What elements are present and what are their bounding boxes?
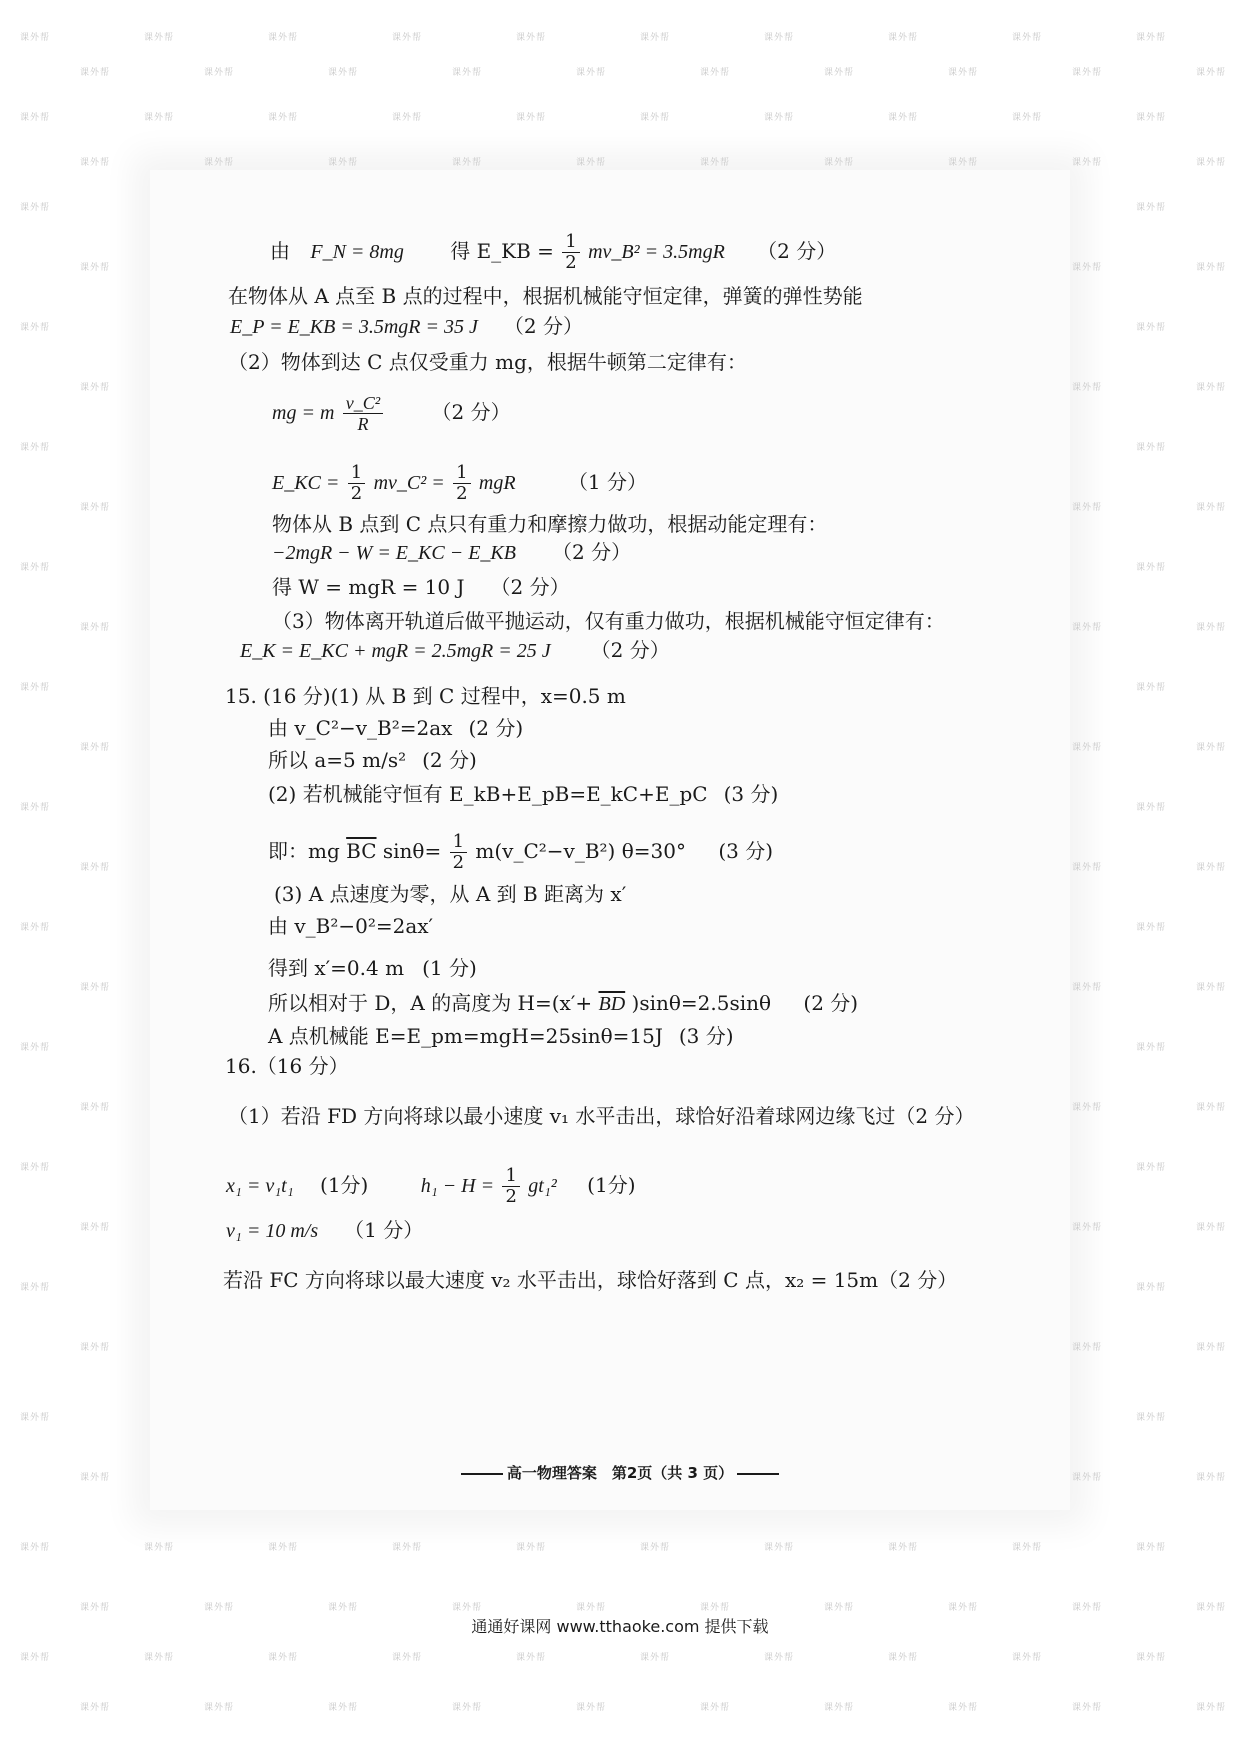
watermark-mark: 课外帮: [80, 1603, 111, 1613]
watermark-mark: 课外帮: [948, 68, 979, 78]
watermark-mark: 课外帮: [576, 68, 607, 78]
watermark-mark: 课外帮: [1136, 1043, 1167, 1053]
watermark-mark: 课外帮: [80, 623, 111, 633]
fraction: $\frac{1}{2}$: [562, 232, 579, 273]
watermark-mark: 课外帮: [764, 1543, 795, 1553]
watermark-mark: 课外帮: [1072, 863, 1103, 873]
watermark-mark: 课外帮: [204, 1603, 235, 1613]
watermark-mark: 课外帮: [80, 1473, 111, 1483]
watermark-mark: 课外帮: [1136, 113, 1167, 123]
watermark-mark: 课外帮: [888, 113, 919, 123]
watermark-mark: 课外帮: [824, 1703, 855, 1713]
watermark-mark: 课外帮: [1072, 743, 1103, 753]
watermark-mark: 课外帮: [1072, 1603, 1103, 1613]
answer-line: 所以相对于 D，A 的高度为 $H=(x'+ \overline{BD}$ )sinθ=2.5sinθ (2 分): [268, 991, 859, 1015]
watermark-mark: 课外帮: [268, 33, 299, 43]
watermark-mark: 课外帮: [640, 33, 671, 43]
watermark-mark: 课外帮: [1196, 1703, 1227, 1713]
answer-line: 所以 a=5 m/s² (2 分): [268, 748, 477, 772]
watermark-mark: 课外帮: [1136, 563, 1167, 573]
watermark-mark: 课外帮: [1196, 623, 1227, 633]
watermark-mark: 课外帮: [1072, 263, 1103, 273]
watermark-mark: 课外帮: [452, 1703, 483, 1713]
watermark-mark: 课外帮: [824, 158, 855, 168]
watermark-mark: 课外帮: [80, 863, 111, 873]
answer-line: 即：mg $\overline{BC}$ sinθ= $\frac{1}{2}$ m(v_C²−v_B²) θ=30° (3 分): [268, 831, 774, 873]
watermark-mark: 课外帮: [888, 33, 919, 43]
watermark-mark: 课外帮: [1072, 1103, 1103, 1113]
watermark-mark: 课外帮: [888, 1543, 919, 1553]
watermark-mark: 课外帮: [328, 1703, 359, 1713]
watermark-mark: 课外帮: [516, 1543, 547, 1553]
answer-line: 由 v_B²−0²=2ax′: [268, 914, 434, 938]
answer-line: 若沿 FC 方向将球以最大速度 v₂ 水平击出，球恰好落到 C 点，x₂ = 15m（2 分）: [223, 1268, 958, 1292]
watermark-mark: 课外帮: [1196, 383, 1227, 393]
question-15-heading: 15. (16 分)(1) 从 B 到 C 过程中，x=0.5 m: [225, 684, 626, 708]
watermark-mark: 课外帮: [20, 1283, 51, 1293]
answer-line: 得 W = mgR = 10 J （2 分）: [272, 575, 570, 599]
download-credit: 通通好课网 www.tthaoke.com 提供下载: [471, 1617, 769, 1636]
fraction: $\frac{1}{2}$: [453, 463, 470, 504]
watermark-mark: 课外帮: [516, 113, 547, 123]
watermark-mark: 课外帮: [20, 33, 51, 43]
watermark-mark: 课外帮: [80, 1223, 111, 1233]
fraction: $\frac{1}{2}$: [450, 832, 467, 873]
watermark-mark: 课外帮: [1072, 1223, 1103, 1233]
watermark-mark: 课外帮: [948, 158, 979, 168]
watermark-mark: 课外帮: [392, 113, 423, 123]
watermark-mark: 课外帮: [80, 983, 111, 993]
answer-line: （1）若沿 FD 方向将球以最小速度 v₁ 水平击出，球恰好沿着球网边缘飞过（2 分）: [228, 1104, 975, 1128]
watermark-mark: 课外帮: [20, 803, 51, 813]
watermark-mark: 课外帮: [20, 1543, 51, 1553]
watermark-mark: 课外帮: [144, 1653, 175, 1663]
footer-rule-left: [461, 1473, 503, 1475]
watermark-mark: 课外帮: [888, 1653, 919, 1663]
watermark-mark: 课外帮: [392, 33, 423, 43]
watermark-mark: 课外帮: [1012, 1653, 1043, 1663]
watermark-mark: 课外帮: [1196, 158, 1227, 168]
watermark-mark: 课外帮: [1072, 503, 1103, 513]
answer-line: E_P = E_KB = 3.5mgR = 35 J （2 分）: [230, 314, 583, 338]
watermark-mark: 课外帮: [20, 203, 51, 213]
watermark-mark: 课外帮: [1136, 1163, 1167, 1173]
watermark-mark: 课外帮: [640, 113, 671, 123]
watermark-mark: 课外帮: [1196, 503, 1227, 513]
watermark-mark: 课外帮: [80, 383, 111, 393]
watermark-mark: 课外帮: [1136, 803, 1167, 813]
watermark-mark: 课外帮: [80, 743, 111, 753]
watermark-mark: 课外帮: [20, 1653, 51, 1663]
watermark-mark: 课外帮: [452, 158, 483, 168]
watermark-mark: 课外帮: [1072, 68, 1103, 78]
watermark-mark: 课外帮: [1072, 983, 1103, 993]
watermark-mark: 课外帮: [1072, 1473, 1103, 1483]
watermark-mark: 课外帮: [516, 33, 547, 43]
answer-line: （2）物体到达 C 点仅受重力 mg，根据牛顿第二定律有：: [228, 350, 747, 374]
fraction: $\frac{1}{2}$: [502, 1166, 519, 1207]
watermark-mark: 课外帮: [328, 158, 359, 168]
watermark-mark: 课外帮: [144, 113, 175, 123]
watermark-mark: 课外帮: [764, 1653, 795, 1663]
watermark-mark: 课外帮: [576, 1703, 607, 1713]
watermark-mark: 课外帮: [700, 1703, 731, 1713]
answer-line: (3) A 点速度为零，从 A 到 B 距离为 x′: [274, 882, 627, 906]
watermark-mark: 课外帮: [1136, 1653, 1167, 1663]
watermark-mark: 课外帮: [1012, 33, 1043, 43]
watermark-mark: 课外帮: [328, 68, 359, 78]
watermark-mark: 课外帮: [20, 443, 51, 453]
fraction: $\frac{\text{v\_C²}}{R}$: [343, 393, 383, 434]
watermark-mark: 课外帮: [20, 323, 51, 333]
watermark-mark: 课外帮: [1012, 113, 1043, 123]
watermark-mark: 课外帮: [20, 1413, 51, 1423]
watermark-mark: 课外帮: [700, 68, 731, 78]
answer-line: −2mgR − W = E_KC − E_KB （2 分）: [272, 540, 632, 564]
footer-rule-right: [737, 1473, 779, 1475]
watermark-mark: 课外帮: [80, 158, 111, 168]
watermark-mark: 课外帮: [576, 1603, 607, 1613]
answer-line: 由 F_N = 8mg 得 E_KB = $\frac{1}{2}$ mv_B² = 3.5mgR （2 分）: [270, 231, 837, 273]
watermark-mark: 课外帮: [1196, 1473, 1227, 1483]
watermark-mark: 课外帮: [80, 503, 111, 513]
answer-line: x₁ = v₁t₁ (1分) h₁ − H = $\frac{1}{2}$ gt₁² (1分): [226, 1165, 636, 1207]
watermark-mark: 课外帮: [764, 113, 795, 123]
watermark-mark: 课外帮: [824, 1603, 855, 1613]
watermark-mark: 课外帮: [1072, 1703, 1103, 1713]
fraction: $\frac{1}{2}$: [348, 463, 365, 504]
answer-line: A 点机械能 E=E_pm=mgH=25sinθ=15J (3 分): [268, 1024, 734, 1048]
watermark-mark: 课外帮: [20, 923, 51, 933]
watermark-mark: 课外帮: [1196, 1103, 1227, 1113]
watermark-mark: 课外帮: [1196, 1603, 1227, 1613]
watermark-mark: 课外帮: [1072, 158, 1103, 168]
watermark-mark: 课外帮: [268, 113, 299, 123]
watermark-mark: 课外帮: [392, 1653, 423, 1663]
question-16-heading: 16.（16 分）: [225, 1054, 349, 1078]
watermark-mark: 课外帮: [1136, 33, 1167, 43]
answer-line: 在物体从 A 点至 B 点的过程中，根据机械能守恒定律，弹簧的弹性势能: [228, 284, 863, 308]
watermark-mark: 课外帮: [20, 563, 51, 573]
watermark-mark: 课外帮: [20, 1163, 51, 1173]
watermark-mark: 课外帮: [1136, 443, 1167, 453]
watermark-mark: 课外帮: [80, 1103, 111, 1113]
watermark-mark: 课外帮: [204, 68, 235, 78]
watermark-mark: 课外帮: [328, 1603, 359, 1613]
answer-line: E_K = E_KC + mgR = 2.5mgR = 25 J （2 分）: [240, 638, 670, 662]
watermark-mark: 课外帮: [1136, 1413, 1167, 1423]
watermark-mark: 课外帮: [1136, 1283, 1167, 1293]
watermark-mark: 课外帮: [1072, 383, 1103, 393]
watermark-mark: 课外帮: [20, 113, 51, 123]
watermark-mark: 课外帮: [700, 158, 731, 168]
watermark-mark: 课外帮: [1136, 923, 1167, 933]
watermark-mark: 课外帮: [948, 1703, 979, 1713]
watermark-mark: 课外帮: [392, 1543, 423, 1553]
watermark-mark: 课外帮: [80, 263, 111, 273]
watermark-mark: 课外帮: [1196, 1343, 1227, 1353]
watermark-mark: 课外帮: [268, 1543, 299, 1553]
watermark-mark: 课外帮: [1196, 743, 1227, 753]
watermark-mark: 课外帮: [516, 1653, 547, 1663]
watermark-mark: 课外帮: [80, 1343, 111, 1353]
answer-line: (2) 若机械能守恒有 E_kB+E_pB=E_kC+E_pC (3 分): [268, 782, 779, 806]
answer-line: 由 v_C²−v_B²=2ax (2 分): [268, 716, 524, 740]
watermark-mark: 课外帮: [948, 1603, 979, 1613]
watermark-mark: 课外帮: [1196, 263, 1227, 273]
watermark-mark: 课外帮: [20, 683, 51, 693]
watermark-mark: 课外帮: [80, 1703, 111, 1713]
watermark-mark: 课外帮: [268, 1653, 299, 1663]
watermark-mark: 课外帮: [1196, 68, 1227, 78]
answer-line: E_KC = $\frac{1}{2}$ mv_C² = $\frac{1}{2}$ mgR （1 分）: [272, 462, 648, 504]
watermark-mark: 课外帮: [80, 68, 111, 78]
watermark-mark: 课外帮: [1136, 203, 1167, 213]
watermark-mark: 课外帮: [204, 1703, 235, 1713]
watermark-mark: 课外帮: [1072, 623, 1103, 633]
page-footer: 高一物理答案 第2页（共 3 页）: [0, 1462, 1240, 1483]
answer-line: 物体从 B 点到 C 点只有重力和摩擦力做功，根据动能定理有：: [272, 512, 828, 536]
watermark-mark: 课外帮: [764, 33, 795, 43]
answer-line: （3）物体离开轨道后做平抛运动，仅有重力做功，根据机械能守恒定律有：: [272, 609, 945, 633]
watermark-mark: 课外帮: [1136, 683, 1167, 693]
watermark-mark: 课外帮: [20, 1043, 51, 1053]
watermark-mark: 课外帮: [640, 1653, 671, 1663]
watermark-mark: 课外帮: [576, 158, 607, 168]
watermark-mark: 课外帮: [824, 68, 855, 78]
watermark-mark: 课外帮: [452, 68, 483, 78]
watermark-mark: 课外帮: [700, 1603, 731, 1613]
watermark-mark: 课外帮: [1196, 983, 1227, 993]
watermark-mark: 课外帮: [144, 1543, 175, 1553]
watermark-mark: 课外帮: [1072, 1343, 1103, 1353]
watermark-mark: 课外帮: [452, 1603, 483, 1613]
watermark-mark: 课外帮: [640, 1543, 671, 1553]
answer-line: mg = m $\frac{\text{v\_C²}}{R}$ （2 分）: [272, 393, 511, 434]
watermark-mark: 课外帮: [204, 158, 235, 168]
watermark-mark: 课外帮: [1012, 1543, 1043, 1553]
watermark-mark: 课外帮: [1196, 1223, 1227, 1233]
answer-line: v₁ = 10 m/s （1 分）: [226, 1218, 424, 1242]
watermark-mark: 课外帮: [1196, 863, 1227, 873]
watermark-mark: 课外帮: [144, 33, 175, 43]
answer-line: 得到 x′=0.4 m (1 分): [268, 956, 477, 980]
watermark-mark: 课外帮: [1136, 1543, 1167, 1553]
watermark-mark: 课外帮: [1136, 323, 1167, 333]
